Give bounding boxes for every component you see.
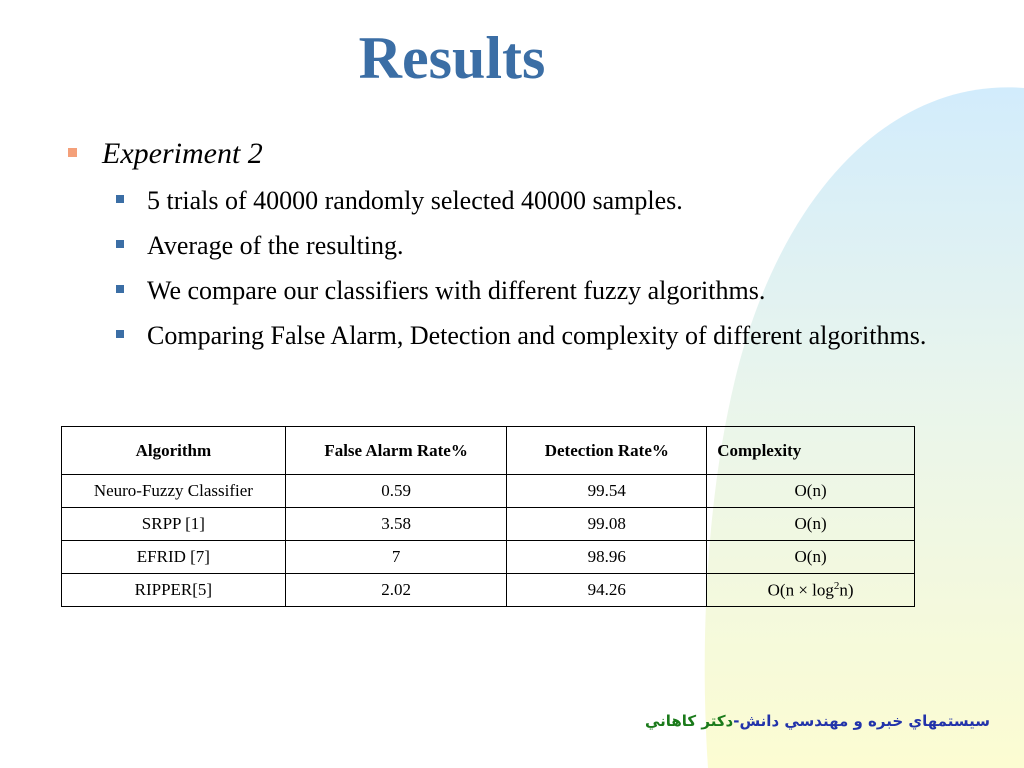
table-header-row	[62, 427, 915, 475]
footer-author: دكتر كاهاني	[644, 712, 734, 730]
cell-false-alarm: 7	[285, 541, 507, 574]
sub-bullet	[110, 182, 964, 220]
square-bullet-icon	[68, 148, 77, 157]
header-detection: Detection Rate%	[507, 427, 707, 475]
footer-course-title: سيستمهاي خبره و مهندسي دانش-	[733, 712, 990, 730]
complexity-base: O(n × log	[767, 580, 834, 600]
sub-bullet	[110, 227, 964, 265]
sub-bullet-text: We compare our classifiers with different fuzzy algorithms.	[147, 276, 766, 305]
square-bullet-icon	[116, 240, 124, 248]
cell-complexity	[707, 574, 915, 607]
square-bullet-icon	[116, 330, 124, 338]
square-bullet-icon	[116, 195, 124, 203]
cell-complexity: O(n)	[707, 541, 915, 574]
sub-bullet	[110, 272, 964, 310]
results-table	[61, 426, 915, 607]
cell-algorithm: EFRID [7]	[62, 541, 286, 574]
table-row	[62, 574, 915, 607]
bullet-experiment	[64, 136, 964, 172]
cell-algorithm: SRPP [1]	[62, 508, 286, 541]
bullet-list	[64, 136, 964, 362]
cell-algorithm: RIPPER[5]	[62, 574, 286, 607]
cell-complexity: O(n)	[707, 475, 915, 508]
cell-detection: 98.96	[507, 541, 707, 574]
header-algorithm: Algorithm	[62, 427, 286, 475]
slide-title: Results	[358, 25, 546, 91]
header-false-alarm: False Alarm Rate%	[285, 427, 507, 475]
cell-detection: 99.08	[507, 508, 707, 541]
complexity-exponent: 2	[833, 579, 840, 592]
sub-bullet-text: 5 trials of 40000 randomly selected 40000 samples.	[147, 186, 683, 215]
footer-caption	[645, 712, 990, 730]
sub-bullet	[110, 317, 964, 355]
cell-algorithm: Neuro-Fuzzy Classifier	[62, 475, 286, 508]
header-complexity: Complexity	[707, 427, 915, 475]
table-row	[62, 508, 915, 541]
sub-bullet-text: Comparing False Alarm, Detection and complexity of different algorithms.	[147, 321, 927, 350]
sub-bullet-text: Average of the resulting.	[147, 231, 404, 260]
cell-complexity: O(n)	[707, 508, 915, 541]
cell-false-alarm: 0.59	[285, 475, 507, 508]
table-row	[62, 475, 915, 508]
bullet-experiment-text: Experiment 2	[102, 137, 263, 170]
complexity-tail: n)	[839, 580, 854, 600]
table-row	[62, 541, 915, 574]
cell-false-alarm: 2.02	[285, 574, 507, 607]
cell-false-alarm: 3.58	[285, 508, 507, 541]
cell-detection: 99.54	[507, 475, 707, 508]
square-bullet-icon	[116, 285, 124, 293]
cell-detection: 94.26	[507, 574, 707, 607]
